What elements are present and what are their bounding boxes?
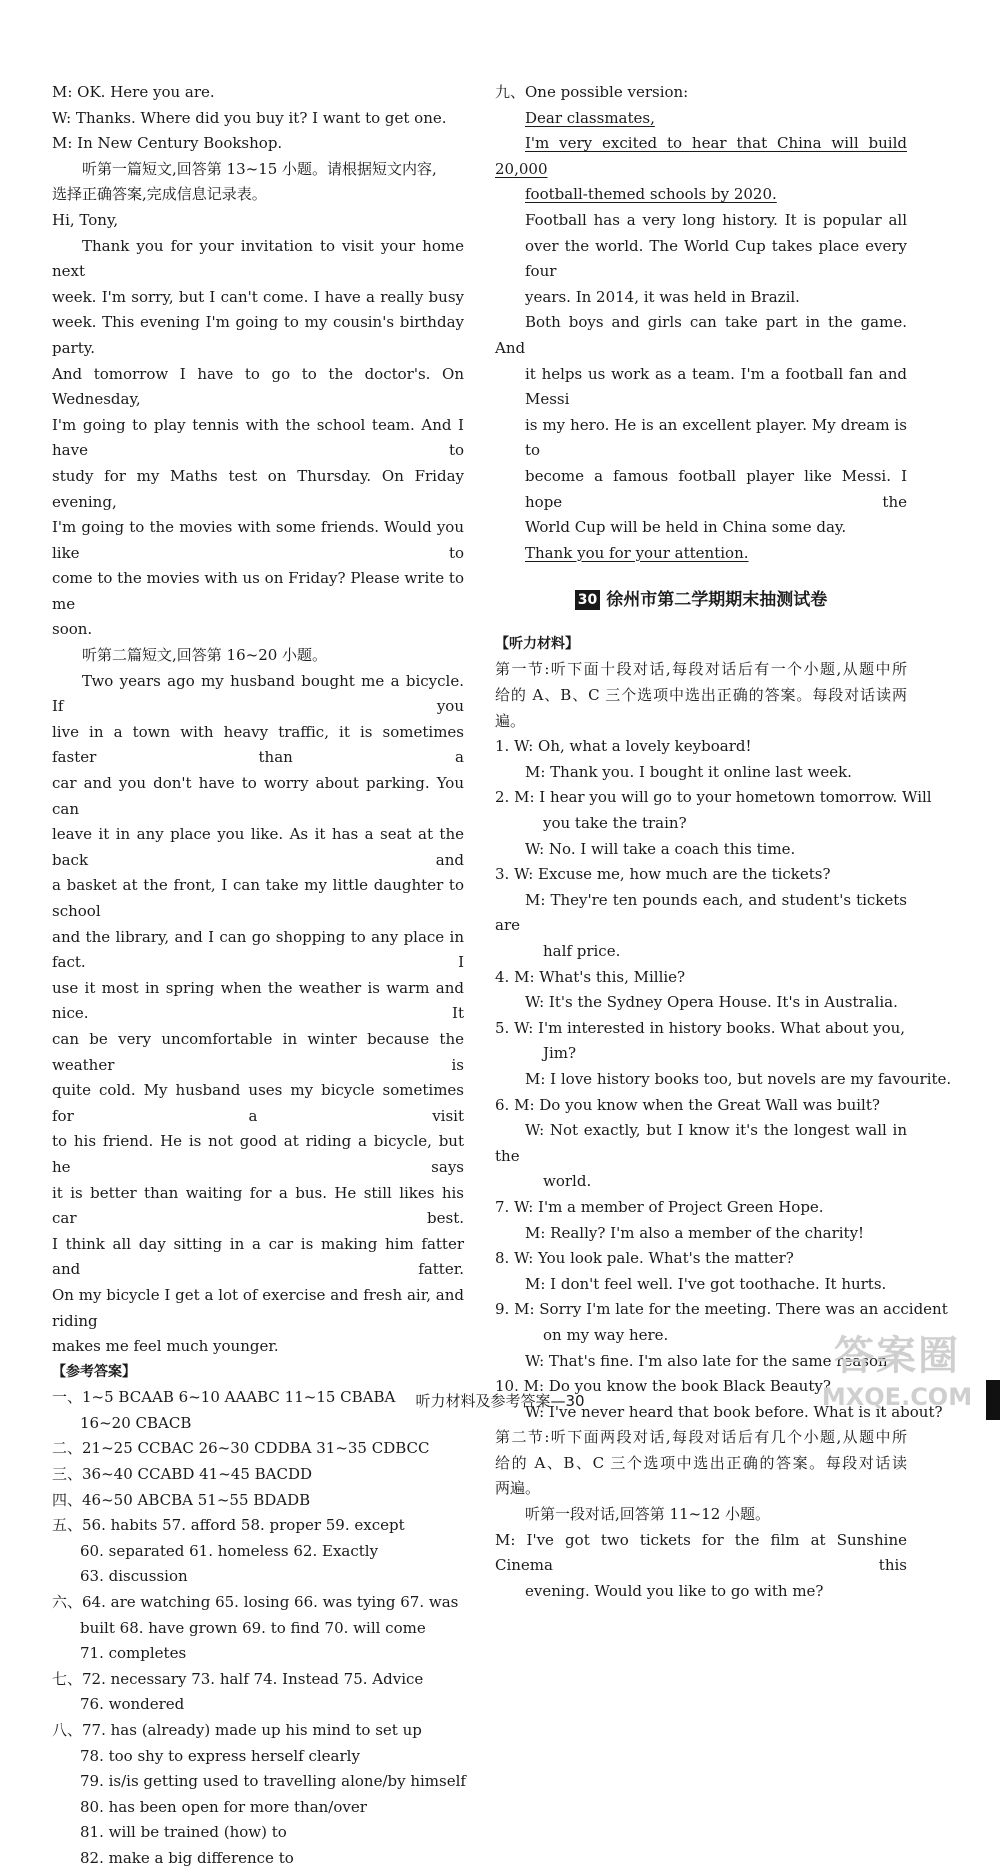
text-line: I think all day sitting in a car is making him fatter and fatter. (52, 1234, 464, 1279)
text-line: 4. M: What's this, Millie? (495, 967, 686, 986)
text-line: 选择正确答案,完成信息记录表。 (52, 185, 267, 204)
text-line: 一、1~5 BCAAB 6~10 AAABC 11~15 CBABA (52, 1388, 396, 1407)
text-line: half price. (543, 942, 621, 960)
text-line: 六、64. are watching 65. losing 66. was tying 67. was (52, 1593, 459, 1612)
text-line: 3. W: Excuse me, how much are the tickets? (495, 865, 831, 884)
text-line: become a famous football player like Messi. I hope the (525, 466, 907, 511)
text-line: 五、56. habits 57. afford 58. proper 59. except (52, 1516, 405, 1535)
text-line: 8. W: You look pale. What's the matter? (495, 1249, 794, 1268)
text-line: car and you don't have to worry about parking. You can (52, 774, 464, 818)
text-line: M: I've got two tickets for the film at Sunshine Cinema this (495, 1530, 907, 1575)
section-title: 徐州市第二学期期末抽测试卷 (606, 590, 828, 611)
text-line: I'm going to play tennis with the school team. And I have to (52, 415, 464, 460)
text-line: 二、21~25 CCBAC 26~30 CDDBA 31~35 CDBCC (52, 1439, 430, 1458)
text-line: study for my Maths test on Thursday. On Friday evening, (52, 466, 464, 511)
text-line: 76. wondered (80, 1695, 185, 1714)
text-line: it is better than waiting for a bus. He still likes his car best. (52, 1183, 464, 1228)
text-line: W: That's fine. I'm also late for the same reason. (525, 1351, 893, 1370)
text-line: 三、36~40 CCABD 41~45 BACDD (52, 1465, 313, 1484)
text-line: W: I've never heard that book before. What is it about? (525, 1402, 943, 1421)
text-line: M: OK. Here you are. (52, 83, 215, 101)
text-line: football-themed schools by 2020. (525, 185, 777, 204)
text-line: years. In 2014, it was held in Brazil. (525, 287, 800, 306)
text-line: 九、One possible version: (495, 83, 689, 101)
page-edge-mark (986, 1380, 1000, 1420)
text-line: Dear classmates, (525, 108, 655, 127)
text-line: And tomorrow I have to go to the doctor's. On Wednesday, (52, 364, 464, 409)
watermark-text: 答案圈 (834, 1333, 960, 1379)
text-line: on my way here. (543, 1325, 669, 1344)
text-line: M: I love history books too, but novels are my favourite. (525, 1069, 952, 1088)
text-line: M: They're ten pounds each, and student's tickets are (495, 890, 907, 935)
watermark-logo (812, 1330, 982, 1430)
text-line: Hi, Tony, (52, 210, 119, 229)
text-line: 5. W: I'm interested in history books. What about you, (495, 1018, 906, 1037)
text-line: live in a town with heavy traffic, it is sometimes faster than a (52, 722, 464, 767)
text-line: Thank you for your attention. (525, 543, 749, 562)
text-line: Both boys and girls can take part in the game. And (495, 313, 907, 357)
text-line: a basket at the front, I can take my little daughter to school (52, 876, 464, 920)
text-line: come to the movies with us on Friday? Please write to me (52, 569, 464, 613)
text-line: On my bicycle I get a lot of exercise and fresh air, and riding (52, 1285, 464, 1330)
text-line: 遍。 (495, 711, 526, 730)
text-line: I'm going to the movies with some friends. Would you like to (52, 518, 464, 562)
section-number-badge: 30 (575, 590, 600, 610)
text-line: makes me feel much younger. (52, 1337, 279, 1356)
text-line: 【听力材料】 (495, 635, 579, 652)
text-line: Thank you for your invitation to visit your home next (52, 236, 464, 281)
text-line: week. I'm sorry, but I can't come. I have a really busy (52, 287, 464, 306)
watermark-url: MXQE.COM (821, 1383, 973, 1411)
text-line: over the world. The World Cup takes place every four (525, 236, 907, 281)
text-line: 9. M: Sorry I'm late for the meeting. There was an accident (495, 1300, 948, 1319)
text-line: 听第二篇短文,回答第 16~20 小题。 (82, 646, 328, 665)
text-line: soon. (52, 620, 93, 639)
text-line: M: Really? I'm also a member of the charity! (525, 1223, 865, 1242)
text-line: built 68. have grown 69. to find 70. will come (80, 1618, 426, 1637)
text-line: 两遍。 (495, 1479, 541, 1498)
text-line: 16~20 CBACB (80, 1413, 192, 1432)
text-line: 给的 A、B、C 三个选项中选出正确的答案。每段对话读两 (495, 686, 907, 705)
text-line: Two years ago my husband bought me a bicycle. If you (52, 671, 464, 716)
text-line: use it most in spring when the weather is warm and nice. It (52, 978, 464, 1023)
text-line: 7. W: I'm a member of Project Green Hope. (495, 1197, 824, 1216)
section-heading (495, 588, 907, 614)
text-line: 第二节:听下面两段对话,每段对话后有几个小题,从题中所 (495, 1428, 907, 1447)
text-line: 【参考答案】 (52, 1363, 136, 1380)
text-line: Jim? (543, 1044, 577, 1063)
text-line: I'm very excited to hear that China will build 20,000 (495, 134, 907, 178)
text-line: M: I don't feel well. I've got toothache. It hurts. (525, 1274, 887, 1293)
page-footer: 听力材料及参考答案—30 (415, 1392, 585, 1410)
text-line: 63. discussion (80, 1567, 188, 1586)
text-line: 七、72. necessary 73. half 74. Instead 75. Advice (52, 1669, 424, 1688)
text-line: you take the train? (543, 814, 687, 833)
text-line: world. (543, 1172, 592, 1191)
text-line: 79. is/is getting used to travelling alone/by himself (80, 1772, 466, 1791)
text-line: 78. too shy to express herself clearly (80, 1746, 360, 1765)
text-line: W: It's the Sydney Opera House. It's in Australia. (525, 993, 898, 1012)
text-line: it helps us work as a team. I'm a football fan and Messi (525, 364, 907, 409)
text-line: leave it in any place you like. As it has a seat at the back and (52, 825, 464, 869)
text-line: 60. separated 61. homeless 62. Exactly (80, 1541, 379, 1560)
text-line: 10. M: Do you know the book Black Beauty? (495, 1377, 831, 1396)
text-line: evening. Would you like to go with me? (525, 1581, 824, 1600)
text-line: 第一节:听下面十段对话,每段对话后有一个小题,从题中所 (495, 660, 907, 679)
text-line: World Cup will be held in China some day. (525, 518, 847, 537)
text-line: 1. W: Oh, what a lovely keyboard! (495, 737, 752, 756)
text-line: 71. completes (80, 1644, 187, 1663)
text-line: Football has a very long history. It is popular all (525, 210, 907, 229)
text-line: 给的 A、B、C 三个选项中选出正确的答案。每段对话读 (495, 1453, 907, 1472)
text-line: is my hero. He is an excellent player. My dream is to (525, 415, 907, 460)
text-line: 八、77. has (already) made up his mind to set up (52, 1721, 422, 1739)
text-line: 听第一段对话,回答第 11~12 小题。 (525, 1505, 771, 1524)
text-line: 2. M: I hear you will go to your hometown tomorrow. Will (495, 788, 932, 807)
text-line: 80. has been open for more than/over (80, 1797, 367, 1816)
text-line: M: Thank you. I bought it online last week. (525, 762, 852, 781)
text-line: 82. make a big difference to (80, 1848, 294, 1867)
text-line: 听第一篇短文,回答第 13~15 小题。请根据短文内容, (82, 159, 437, 178)
text-line: quite cold. My husband uses my bicycle sometimes for a visit (52, 1081, 464, 1125)
text-line: W: No. I will take a coach this time. (525, 839, 796, 858)
text-line: to his friend. He is not good at riding a bicycle, but he says (52, 1132, 464, 1176)
left-column (52, 80, 464, 1872)
text-line: can be very uncomfortable in winter because the weather is (52, 1029, 464, 1074)
text-line: M: In New Century Bookshop. (52, 134, 283, 153)
text-line: week. This evening I'm going to my cousin's birthday party. (52, 313, 464, 357)
text-line: 四、46~50 ABCBA 51~55 BDADB (52, 1490, 311, 1509)
text-line: and the library, and I can go shopping to any place in fact. I (52, 927, 464, 972)
text-line: 6. M: Do you know when the Great Wall was built? (495, 1095, 880, 1114)
text-line: 81. will be trained (how) to (80, 1823, 287, 1842)
text-line: W: Not exactly, but I know it's the longest wall in the (495, 1121, 907, 1165)
essay-block (495, 80, 907, 566)
listening-material-block (495, 632, 952, 1605)
text-line: W: Thanks. Where did you buy it? I want to get one. (52, 108, 447, 127)
